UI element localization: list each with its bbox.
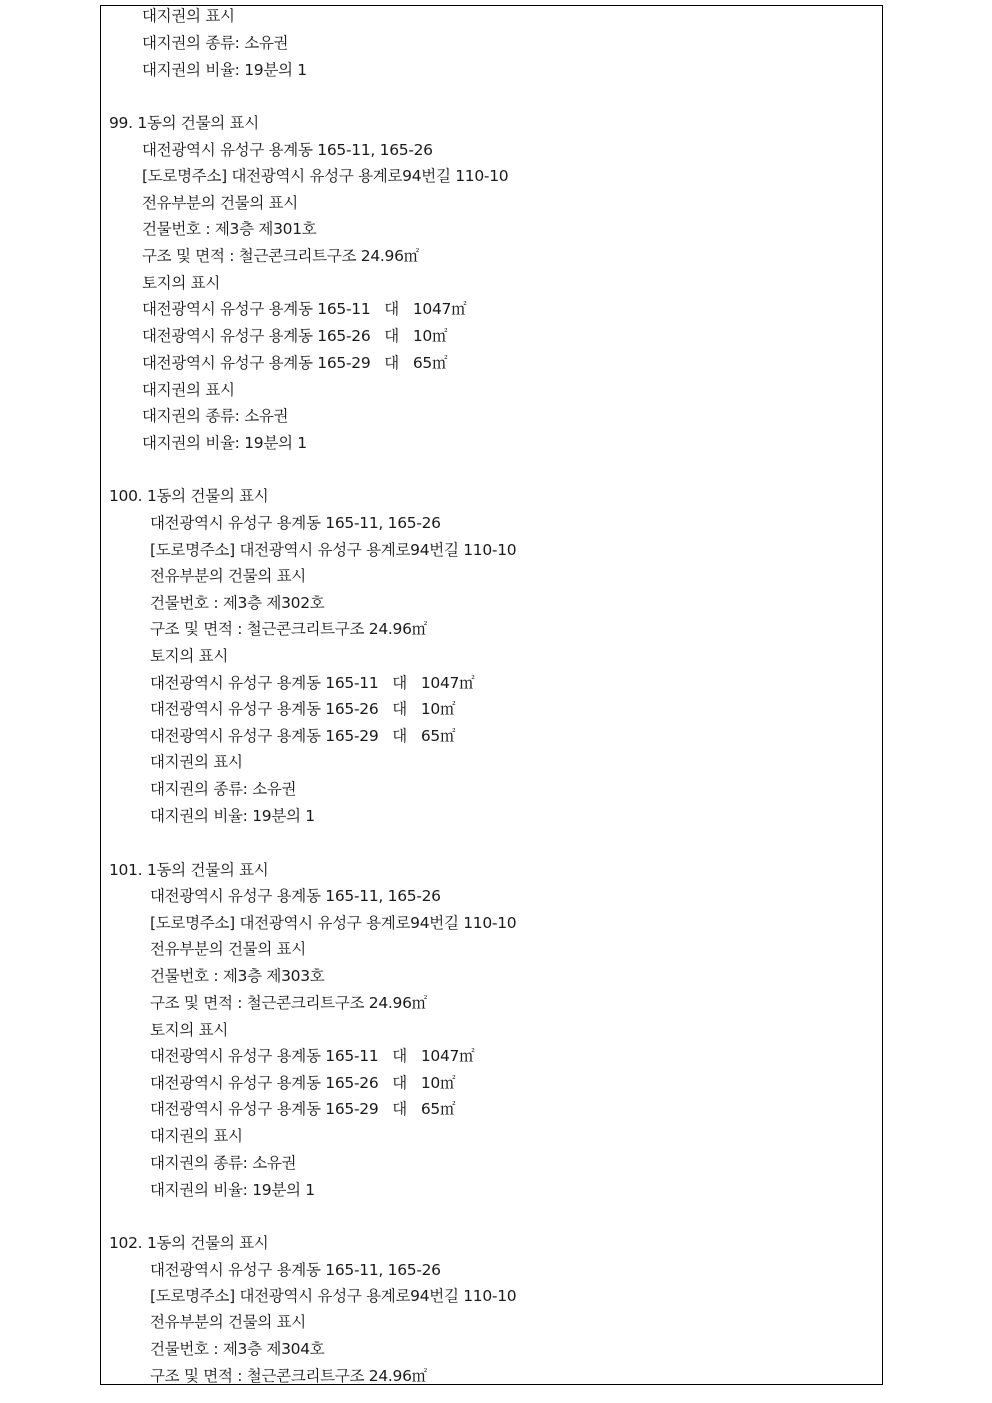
entry-line: 대전광역시 유성구 용계동 165-29 대 65㎡ [150, 727, 456, 745]
entry-line: 전유부분의 건물의 표시 [150, 1313, 306, 1331]
entry-line: 토지의 표시 [150, 647, 228, 665]
entry-line: 대지권의 표시 [150, 753, 243, 771]
document-frame [100, 5, 883, 1385]
entry-heading: 99. 1동의 건물의 표시 [109, 114, 259, 132]
top-fragment-line: 대지권의 비율: 19분의 1 [142, 61, 307, 79]
entry-line: 대전광역시 유성구 용계동 165-11, 165-26 [142, 141, 433, 159]
entry-line: [도로명주소] 대전광역시 유성구 용계로94번길 110-10 [142, 167, 509, 185]
entry-line: 대전광역시 유성구 용계동 165-11 대 1047㎡ [150, 674, 475, 692]
entry-line: 건물번호 : 제3층 제304호 [150, 1340, 325, 1358]
entry-line: 구조 및 면적 : 철근콘크리트구조 24.96㎡ [142, 247, 419, 265]
entry-line: [도로명주소] 대전광역시 유성구 용계로94번길 110-10 [150, 1287, 517, 1305]
entry-line: 건물번호 : 제3층 제302호 [150, 594, 325, 612]
entry-heading: 101. 1동의 건물의 표시 [109, 861, 269, 879]
entry-line: 건물번호 : 제3층 제301호 [142, 220, 317, 238]
top-fragment-line: 대지권의 종류: 소유권 [142, 34, 289, 52]
entry-line: 대전광역시 유성구 용계동 165-29 대 65㎡ [142, 354, 448, 372]
entry-line: 전유부분의 건물의 표시 [150, 940, 306, 958]
entry-line: 대전광역시 유성구 용계동 165-11, 165-26 [150, 887, 441, 905]
entry-line: 대지권의 표시 [142, 381, 235, 399]
entry-line: 대지권의 종류: 소유권 [150, 1154, 297, 1172]
entry-line: 대전광역시 유성구 용계동 165-11, 165-26 [150, 514, 441, 532]
entry-line: 대지권의 비율: 19분의 1 [142, 434, 307, 452]
entry-line: 구조 및 면적 : 철근콘크리트구조 24.96㎡ [150, 1367, 427, 1385]
entry-line: 대전광역시 유성구 용계동 165-26 대 10㎡ [150, 1074, 456, 1092]
entry-line: 전유부분의 건물의 표시 [142, 194, 298, 212]
entry-line: 토지의 표시 [150, 1021, 228, 1039]
entry-line: 대지권의 표시 [150, 1127, 243, 1145]
entry-line: 대전광역시 유성구 용계동 165-11 대 1047㎡ [142, 300, 467, 318]
entry-line: 대지권의 비율: 19분의 1 [150, 1181, 315, 1199]
entry-line: 전유부분의 건물의 표시 [150, 567, 306, 585]
entry-line: 대전광역시 유성구 용계동 165-26 대 10㎡ [150, 700, 456, 718]
entry-line: 대전광역시 유성구 용계동 165-11 대 1047㎡ [150, 1047, 475, 1065]
entry-line: 대지권의 종류: 소유권 [142, 407, 289, 425]
top-fragment-line: 대지권의 표시 [142, 7, 235, 25]
entry-heading: 100. 1동의 건물의 표시 [109, 487, 269, 505]
entry-line: 토지의 표시 [142, 274, 220, 292]
document-body [101, 6, 882, 1385]
entry-line: 대지권의 비율: 19분의 1 [150, 807, 315, 825]
entry-line: [도로명주소] 대전광역시 유성구 용계로94번길 110-10 [150, 541, 517, 559]
entry-line: 구조 및 면적 : 철근콘크리트구조 24.96㎡ [150, 620, 427, 638]
entry-line: 건물번호 : 제3층 제303호 [150, 967, 325, 985]
entry-line: [도로명주소] 대전광역시 유성구 용계로94번길 110-10 [150, 914, 517, 932]
entry-line: 대전광역시 유성구 용계동 165-11, 165-26 [150, 1261, 441, 1279]
entry-line: 대지권의 종류: 소유권 [150, 780, 297, 798]
entry-heading: 102. 1동의 건물의 표시 [109, 1234, 269, 1252]
entry-line: 대전광역시 유성구 용계동 165-29 대 65㎡ [150, 1100, 456, 1118]
entry-line: 구조 및 면적 : 철근콘크리트구조 24.96㎡ [150, 994, 427, 1012]
entry-line: 대전광역시 유성구 용계동 165-26 대 10㎡ [142, 327, 448, 345]
